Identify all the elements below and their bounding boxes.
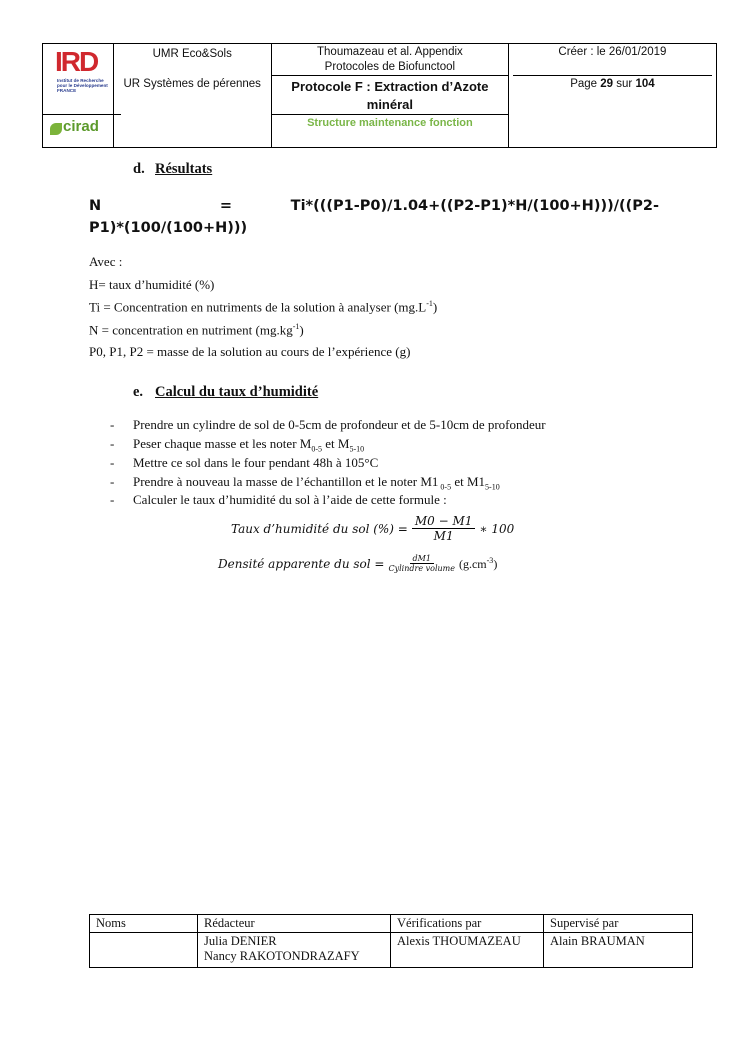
ird-subtitle: Institut de Recherche pour le Développement FRANCE [57,78,108,94]
created-date: Créer : le 26/01/2019 [513,44,712,76]
reference: Thoumazeau et al. Appendix Protocoles de Biofunctool [272,44,508,76]
cirad-logo [43,114,121,147]
verifier: Alexis THOUMAZEAU [391,933,544,968]
list-item: - Prendre à nouveau la masse de l’échantillon et le noter M1 $_{0-5}$ et $M1_{5-10}$ [110,474,500,492]
ird-logo [49,47,111,101]
formula-rhs-2: P1)*(100/(100+H))) [89,220,248,236]
section-e-heading: e. Calcul du taux d’humidité [133,384,319,400]
def-ti: Ti = Concentration en nutriments de la solution à analyser $(mg.L^{-1})$ [89,299,438,315]
nitrogen-formula [89,195,659,239]
page-number: Page 29 sur 104 [570,78,655,90]
cirad-wordmark: cirad [63,118,99,135]
formula-lhs: N [89,198,102,214]
col-verifications: Vérifications par [391,915,544,933]
logo-cell [43,44,114,148]
def-p: P0, P1, P2 = masse de la solution au cours de l’expérience (g) [89,344,411,359]
protocol-cell [271,44,508,148]
supervisor: Alain BRAUMAN [544,933,693,968]
section-d-heading: d. Résultats [133,161,213,177]
protocol-title: Protocole F : Extraction d’Azote minéral [291,79,489,112]
col-noms: Noms [90,915,198,933]
lab-cell [113,44,271,148]
humidity-equation: Taux d’humidité du sol (%) = $\frac{M0 - M1}{M1}$ ∗ 100 [231,514,515,543]
formula-rhs-1: Ti*(((P1-P0)/1.04+((P2-P1)*H/(100+H)))/((P2- [290,198,659,214]
list-item: - Peser chaque masse et les noter $M_{0-5}$ et $M_{5-10}$ [110,436,365,454]
header-table [42,43,717,148]
avec-label: Avec : [89,254,123,269]
def-h: H= taux d’humidité (%) [89,277,215,292]
formula-equals: = [219,198,232,214]
list-item: - Calculer le taux d’humidité du sol à l’aide de cette formule : [110,492,447,507]
lab-name-1: UMR Eco&Sols [152,48,232,60]
lab-name-2: UR Systèmes de pérennes [123,78,261,90]
def-n: N = concentration en nutriment $(mg.kg^{-1})$ [89,322,304,338]
signature-table [89,914,693,968]
authors: Julia DENIER Nancy RAKOTONDRAZAFY [198,933,391,968]
density-equation: Densité apparente du sol = $\frac{dM1}{\text{Cylindre volume}}$ $(g.cm^{-3})$ [218,554,498,573]
col-supervise: Supervisé par [544,915,693,933]
list-item: - Mettre ce sol dans le four pendant 48h à 105°C [110,455,379,470]
list-item: - Prendre un cylindre de sol de 0-5cm de profondeur et de 5-10cm de profondeur [110,417,546,432]
meta-cell [508,44,716,148]
cirad-leaf-icon [50,123,62,135]
ird-wordmark: IRD [55,46,98,77]
col-redacteur: Rédacteur [198,915,391,933]
protocol-subtitle: Structure maintenance fonction [272,115,508,148]
